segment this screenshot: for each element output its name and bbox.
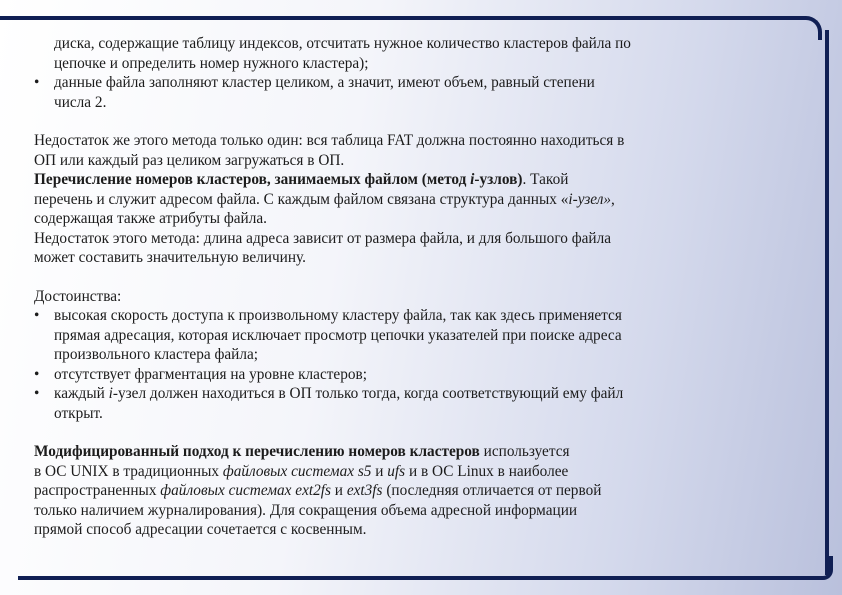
intro-bullet-item xyxy=(34,73,794,112)
inode-line-2 xyxy=(34,190,794,210)
modified-l2-c: и в ОС Linux в наиболее xyxy=(405,462,569,480)
modified-l2-fs-s5: файловых системах s5 xyxy=(222,462,372,480)
advantage-1-line-2: прямая адресация, которая исключает просмотр цепочки указателей при поиске адреса xyxy=(54,326,622,344)
bullet-marker: • xyxy=(34,74,40,91)
inode-paragraph xyxy=(34,170,794,268)
intro-block xyxy=(34,34,794,112)
inode-line-3: содержащая также атрибуты файла. xyxy=(34,210,267,227)
modified-heading-line xyxy=(34,442,794,462)
frame-right-border xyxy=(825,30,829,575)
modified-heading-bold: Модифицированный подход к перечислению номеров кластеров xyxy=(34,443,480,460)
advantage-3-post: -узел должен находиться в ОП только тогда, когда соответствующий ему файл xyxy=(112,385,624,402)
fat-drawback-line-1: Недостаток же этого метода только один: вся таблица FAT должна постоянно находиться в xyxy=(34,132,625,149)
intro-bullet-line-1: данные файла заполняют кластер целиком, а значит, имеют объем, равный степени xyxy=(54,74,595,91)
advantage-2-line-1: отсутствует фрагментация на уровне кластеров; xyxy=(54,365,367,383)
modified-l3-a: распространенных xyxy=(34,482,161,499)
advantages-title: Достоинства: xyxy=(34,287,122,305)
inode-term: i-узел» xyxy=(568,190,612,208)
fat-drawback-paragraph xyxy=(34,131,794,170)
advantages-block xyxy=(34,287,794,424)
fat-drawback-line-2: ОП или каждый раз целиком загружаться в ОП. xyxy=(34,151,345,169)
modified-line-4: только наличием журналирования). Для сокращения объема адресной информации xyxy=(34,501,578,519)
inode-heading-tail: -узлов) xyxy=(474,171,523,188)
modified-l3-fs-ext3fs: ext3fs xyxy=(346,482,383,499)
slide-content xyxy=(34,34,794,540)
inode-drawback-line-2: может составить значительную величину. xyxy=(34,249,306,266)
intro-bullet-line-2: числа 2. xyxy=(54,93,107,111)
bullet-marker: • xyxy=(34,385,40,402)
modified-l2-a: в ОС UNIX в традиционных xyxy=(34,462,223,480)
modified-line-3 xyxy=(34,481,794,501)
inode-drawback-line-1: Недостаток этого метода: длина адреса зависит от размера файла, и для большого файла xyxy=(34,229,612,247)
advantage-item-1 xyxy=(34,306,794,365)
bullet-marker: • xyxy=(34,307,40,324)
modified-line-2 xyxy=(34,462,794,482)
advantage-item-3 xyxy=(34,384,794,423)
advantage-3-italic-i: i xyxy=(108,385,113,402)
frame-bottom-border xyxy=(18,556,833,580)
inode-heading-after: . Такой xyxy=(522,171,569,188)
advantage-3-line-1 xyxy=(54,384,794,404)
modified-l3-fs-ext2fs: файловых системах ext2fs xyxy=(160,482,331,499)
modified-l2-b: и xyxy=(371,462,388,480)
inode-line-2-end: , xyxy=(611,190,615,208)
inode-heading-bold: Перечисление номеров кластеров, занимаемых файлом xyxy=(34,171,418,188)
modified-l2-fs-ufs: ufs xyxy=(387,462,406,480)
advantage-3-line-2: открыт. xyxy=(54,404,103,422)
bullet-marker: • xyxy=(34,365,40,383)
inode-heading-paren: (метод xyxy=(417,171,471,188)
modified-approach-paragraph xyxy=(34,442,794,540)
inode-line-2-text: перечень и служит адресом файла. С каждым файлом связана структура данных « xyxy=(34,190,569,208)
modified-heading-after: используется xyxy=(479,443,570,460)
advantage-1-line-3: произвольного кластера файла; xyxy=(54,346,259,363)
intro-continuation-line-2: цепочке и определить номер нужного кластера); xyxy=(54,54,369,72)
intro-continuation-line-1: диска, содержащие таблицу индексов, отсчитать нужное количество кластеров файла по xyxy=(54,35,631,52)
inode-heading-italic-i: i xyxy=(470,171,475,188)
advantage-item-2 xyxy=(34,365,794,385)
advantage-1-line-1: высокая скорость доступа к произвольному кластеру файла, так как здесь применяется xyxy=(54,307,622,324)
modified-l3-b: и xyxy=(330,482,347,499)
modified-line-5: прямой способ адресации сочетается с косвенным. xyxy=(34,521,367,538)
advantage-3-pre: каждый xyxy=(54,385,109,402)
inode-heading-line xyxy=(34,170,794,190)
modified-l3-c: (последняя отличается от первой xyxy=(382,482,602,499)
